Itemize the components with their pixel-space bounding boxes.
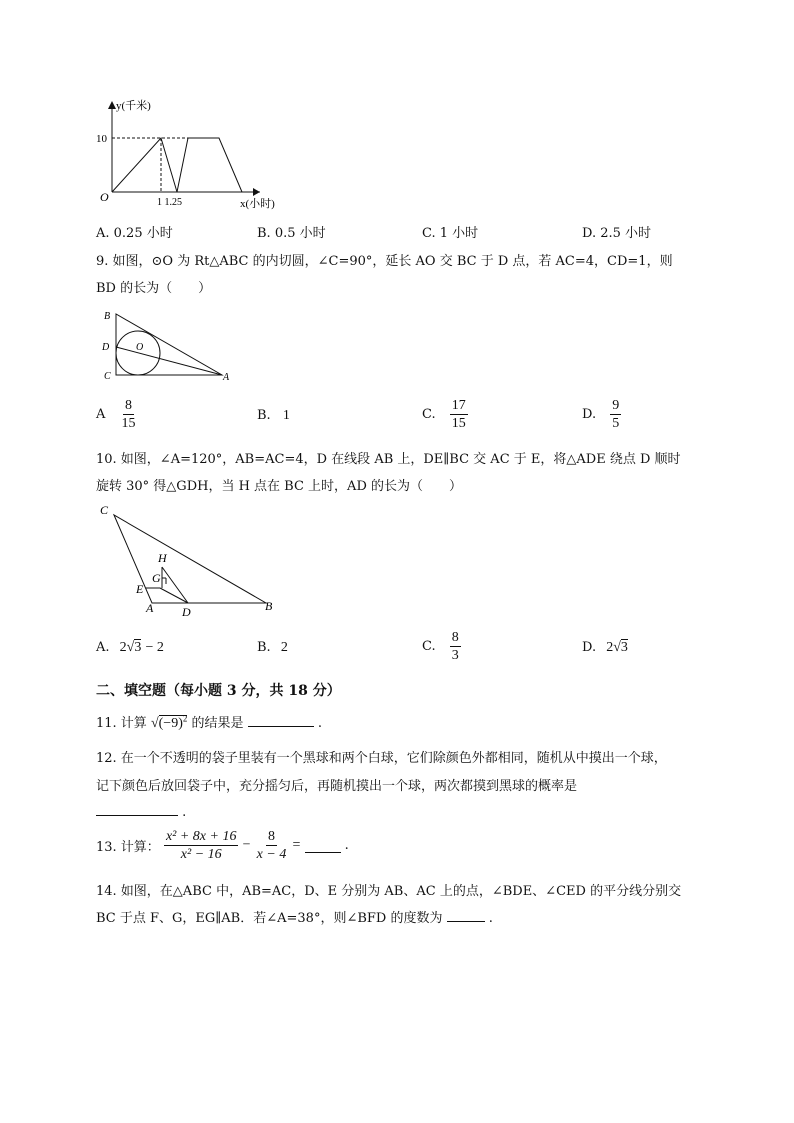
q10-option-a [96,640,164,656]
q9-option-d-label: D. [582,407,597,422]
q10-option-a-coef: 2 [119,640,127,655]
section-heading-fill-in: 二、填空题（每小题 3 分，共 18 分） [96,683,341,699]
q9-line-2: BD 的长为（ ） [96,281,212,296]
q9-option-c [422,397,468,432]
q10-label-g: G [152,571,161,585]
q9-option-d [582,397,621,432]
q10-label-e: E [136,582,144,596]
q12-line-1: 12. 在一个不透明的袋子里装有一个黑球和两个白球，它们除颜色外都相同，随机从中摸出一个球， [96,751,667,766]
q9-option-a-num: 8 [125,398,133,413]
q10-label-h: H [158,551,167,565]
q9-option-c-num: 17 [451,398,466,413]
q9-line-1: 9. 如图，⊙O 为 Rt△ABC 的内切圆，∠C=90°，延长 AO 交 BC 于 D 点，若 AC=4，CD=1，则 [96,254,673,269]
q10-line-2: 旋转 30° 得△GDH，当 H 点在 BC 上时，AD 的长为（ ） [96,479,462,494]
q10-option-b-label: B. [257,640,271,655]
q10-option-b-value: 2 [280,640,288,655]
q9-option-c-label: C. [422,407,436,422]
q9-option-c-fraction [450,397,468,432]
q9-option-b [257,408,290,424]
q9-option-d-den: 5 [612,416,620,431]
q8-option-d: D. 2.5 小时 [582,226,652,241]
q9-label-o: O [136,342,144,353]
q9-option-c-den: 15 [451,416,466,431]
q11-end: . [317,716,322,731]
q9-label-c: C [104,371,111,382]
q13-fraction-2 [255,828,289,863]
q9-option-b-label: B. [257,408,271,423]
q10-rotation-figure [96,500,286,620]
y-tick-10: 10 [96,133,107,145]
q10-option-b [257,640,288,656]
q13-fraction-2-den: x − 4 [256,847,287,862]
q10-option-d-label: D. [582,640,597,655]
q11-exponent: 2 [182,713,188,724]
origin-label: O [100,190,109,204]
distance-time-graph [90,95,290,215]
q9-incircle-figure [98,306,238,386]
q10-label-b: B [265,599,273,613]
q12-end: . [182,805,187,820]
q11-radicand [159,715,188,731]
q14-line-2: BC 于点 F、G，EG∥AB．若∠A=38°，则∠BFD 的度数为 [96,911,443,926]
q10-option-d [582,640,628,656]
q8-option-c: C. 1 小时 [422,226,479,241]
q10-option-d-coef: 2 [606,640,614,655]
q9-option-d-num: 9 [612,398,620,413]
q14-line-1: 14. 如图，在△ABC 中，AB=AC，D、E 分别为 AB、AC 上的点，∠BDE、∠CED 的平分线分别交 [96,884,682,899]
q9-option-a [96,397,138,432]
q8-option-b: B. 0.5 小时 [257,226,326,241]
q11-answer-blank[interactable] [248,713,314,727]
q13-end: . [344,838,349,853]
q9-option-d-fraction [610,397,621,432]
q11 [96,712,322,732]
q10-option-c-num: 8 [451,630,459,645]
q13-fraction-1-num: x² + 8x + 16 [165,829,237,844]
q11-suffix: 的结果是 [191,716,244,731]
q12-line-2: 记下颜色后放回袋子中，充分摇匀后，再随机摸出一个球，两次都摸到黑球的概率是 [96,779,578,794]
q13-fraction-1 [164,828,239,863]
q12-answer-row [96,802,186,820]
q9-label-b: B [104,311,111,322]
q10-option-a-tail: − 2 [145,640,164,655]
q10-label-c: C [100,503,109,517]
q10-option-d-radicand: 3 [620,640,628,655]
q9-option-b-value: 1 [282,408,290,423]
q8-option-a: A. 0.25 小时 [96,226,173,241]
q12-answer-blank[interactable] [96,802,178,816]
q13-equals: = [292,837,301,853]
q9-option-a-den: 15 [121,416,136,431]
q13-fraction-1-den: x² − 16 [180,847,222,862]
q10-option-a-label: A. [96,640,110,655]
q10-option-c-fraction [450,629,461,664]
sqrt-sign-icon: √ [126,640,135,655]
q14-end: . [488,911,493,926]
q10-label-a: A [146,601,154,615]
q11-expr: (−9) [158,716,183,731]
x-ticks-label: 1 1.25 [157,197,182,208]
q13-answer-blank[interactable] [305,839,341,853]
q9-option-a-label: A [96,407,106,422]
sqrt-sign-icon: √ [150,716,159,731]
q13 [96,828,349,863]
q9-label-d: D [102,342,110,353]
q13-prefix: 13. 计算： [96,840,160,855]
sqrt-sign-icon: √ [613,640,621,655]
q10-label-d: D [182,605,191,619]
q14-line-2-row [96,907,493,926]
q13-fraction-2-num: 8 [268,829,275,844]
q10-option-c-label: C. [422,639,436,654]
x-axis-label: x(小时) [240,198,275,210]
y-axis-label: y(千米) [116,100,151,112]
q10-line-1: 10. 如图，∠A=120°，AB=AC=4，D 在线段 AB 上，DE∥BC 交 AC 于 E，将△ADE 绕点 D 顺时 [96,452,681,467]
q10-option-a-radicand: 3 [134,640,142,655]
q14-answer-blank[interactable] [447,908,485,922]
q9-label-a: A [223,372,230,383]
q10-option-c-den: 3 [451,648,459,663]
q10-option-c [422,629,461,664]
q11-prefix: 11. 计算 [96,716,147,731]
q13-minus: − [242,837,251,853]
q9-option-a-fraction [120,397,138,432]
